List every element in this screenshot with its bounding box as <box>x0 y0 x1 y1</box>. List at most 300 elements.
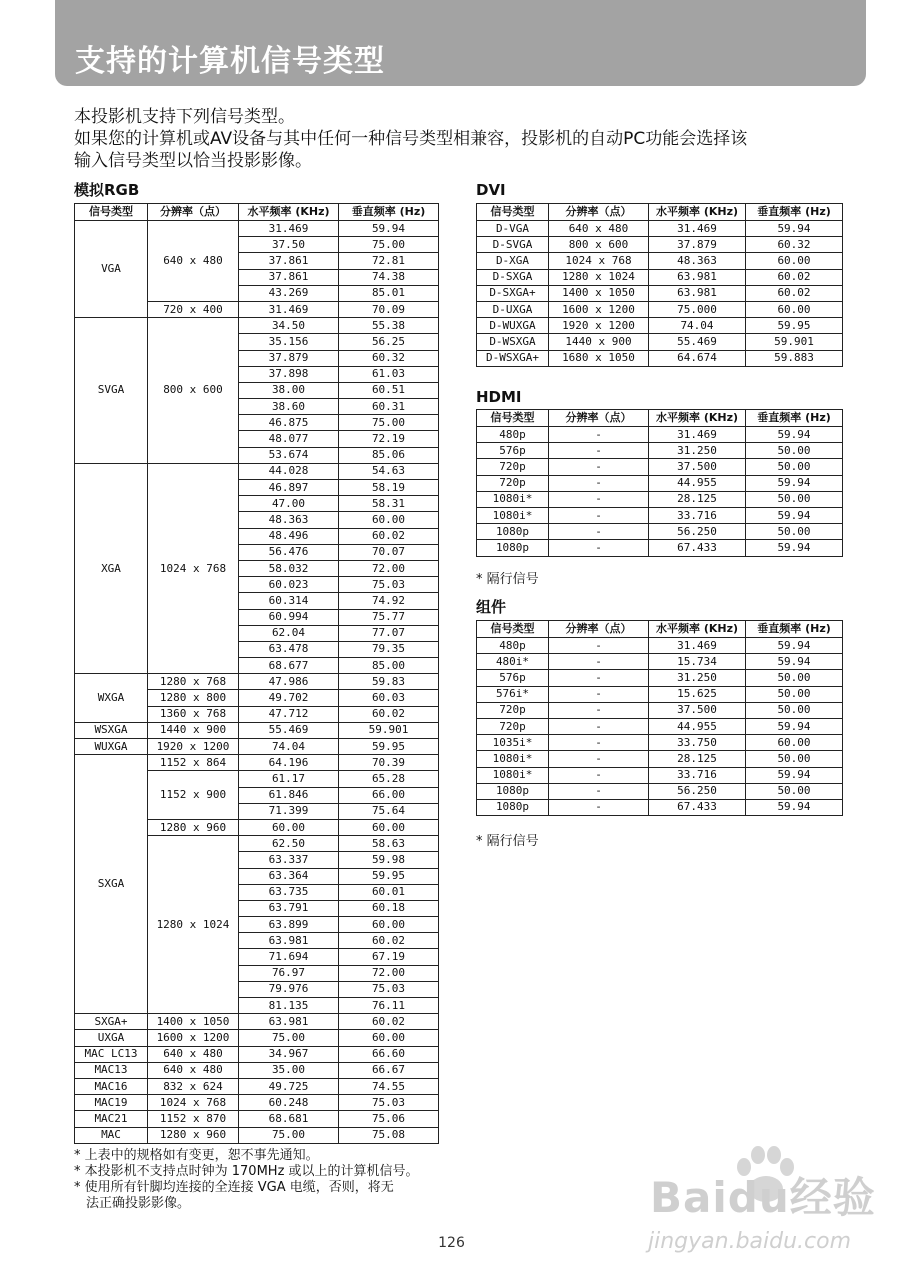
signal-type-cell: 1080p <box>477 799 549 815</box>
table-header-row <box>75 204 439 221</box>
signal-type-cell: MAC LC13 <box>75 1046 148 1062</box>
h-freq-cell: 63.791 <box>239 900 339 916</box>
resolution-cell: 800 x 600 <box>549 237 649 253</box>
h-freq-cell: 64.674 <box>649 350 746 366</box>
v-freq-cell: 60.02 <box>339 528 439 544</box>
v-freq-cell: 60.18 <box>339 900 439 916</box>
v-freq-cell: 60.02 <box>339 933 439 949</box>
h-freq-cell: 31.469 <box>239 301 339 317</box>
page-number: 126 <box>438 1235 465 1251</box>
v-freq-cell: 59.901 <box>746 334 843 350</box>
watermark-url: jingyan.baidu.com <box>648 1229 852 1254</box>
table-row <box>477 350 843 366</box>
h-freq-cell: 71.399 <box>239 803 339 819</box>
h-freq-cell: 37.861 <box>239 269 339 285</box>
v-freq-cell: 50.00 <box>746 686 843 702</box>
note-line: * 本投影机不支持点时钟为 170MHz 或以上的计算机信号。 <box>74 1164 419 1179</box>
h-freq-cell: 60.00 <box>239 819 339 835</box>
resolution-cell: - <box>549 427 649 443</box>
note-line: * 使用所有针脚均连接的全连接 VGA 电缆，否则，将无 <box>74 1180 394 1195</box>
v-freq-cell: 59.94 <box>746 540 843 556</box>
v-freq-cell: 59.83 <box>339 674 439 690</box>
h-freq-cell: 47.986 <box>239 674 339 690</box>
resolution-cell: 832 x 624 <box>148 1078 239 1094</box>
h-freq-cell: 35.00 <box>239 1062 339 1078</box>
signal-type-cell: UXGA <box>75 1030 148 1046</box>
resolution-cell: - <box>549 702 649 718</box>
resolution-cell: 1280 x 800 <box>148 690 239 706</box>
h-freq-cell: 31.469 <box>649 221 746 237</box>
resolution-cell: 1440 x 900 <box>148 722 239 738</box>
h-freq-cell: 47.00 <box>239 496 339 512</box>
table-header-row <box>477 621 843 638</box>
h-freq-cell: 53.674 <box>239 447 339 463</box>
h-freq-cell: 37.898 <box>239 366 339 382</box>
v-freq-cell: 60.02 <box>746 285 843 301</box>
analog-notes <box>74 1148 454 1212</box>
header-h-freq: 水平频率 (KHz) <box>649 204 746 221</box>
v-freq-cell: 72.00 <box>339 560 439 576</box>
resolution-cell: - <box>549 459 649 475</box>
table-row <box>477 799 843 815</box>
h-freq-cell: 62.50 <box>239 836 339 852</box>
h-freq-cell: 37.50 <box>239 237 339 253</box>
v-freq-cell: 72.00 <box>339 965 439 981</box>
table-row <box>75 1014 439 1030</box>
table-row <box>477 702 843 718</box>
h-freq-cell: 55.469 <box>239 722 339 738</box>
v-freq-cell: 66.00 <box>339 787 439 803</box>
signal-type-cell: 1080i* <box>477 767 549 783</box>
v-freq-cell: 50.00 <box>746 670 843 686</box>
h-freq-cell: 46.875 <box>239 415 339 431</box>
v-freq-cell: 58.63 <box>339 836 439 852</box>
h-freq-cell: 60.248 <box>239 1095 339 1111</box>
table-row <box>477 491 843 507</box>
table-row <box>75 1078 439 1094</box>
v-freq-cell: 59.95 <box>339 868 439 884</box>
h-freq-cell: 67.433 <box>649 799 746 815</box>
v-freq-cell: 60.31 <box>339 399 439 415</box>
v-freq-cell: 75.77 <box>339 609 439 625</box>
h-freq-cell: 44.955 <box>649 475 746 491</box>
v-freq-cell: 74.92 <box>339 593 439 609</box>
h-freq-cell: 44.028 <box>239 463 339 479</box>
v-freq-cell: 60.51 <box>339 382 439 398</box>
v-freq-cell: 85.00 <box>339 658 439 674</box>
signal-type-cell: WUXGA <box>75 739 148 755</box>
resolution-cell: - <box>549 670 649 686</box>
table-row <box>75 463 439 479</box>
h-freq-cell: 75.000 <box>649 301 746 317</box>
title-bar <box>55 0 866 86</box>
h-freq-cell: 63.478 <box>239 641 339 657</box>
signal-type-cell: 720p <box>477 718 549 734</box>
signal-type-cell: XGA <box>75 463 148 673</box>
header-resolution: 分辨率（点） <box>549 204 649 221</box>
table-row <box>477 285 843 301</box>
h-freq-cell: 33.750 <box>649 735 746 751</box>
resolution-cell: - <box>549 783 649 799</box>
table-row <box>477 318 843 334</box>
v-freq-cell: 60.00 <box>339 512 439 528</box>
resolution-cell: 1920 x 1200 <box>148 739 239 755</box>
baidu-watermark <box>630 1145 890 1270</box>
resolution-cell: - <box>549 524 649 540</box>
signal-type-cell: D-SXGA <box>477 269 549 285</box>
header-v-freq: 垂直频率 (Hz) <box>339 204 439 221</box>
signal-type-cell: 1080p <box>477 524 549 540</box>
v-freq-cell: 75.00 <box>339 237 439 253</box>
signal-type-cell: D-UXGA <box>477 301 549 317</box>
resolution-cell: - <box>549 751 649 767</box>
signal-type-cell: 720p <box>477 459 549 475</box>
resolution-cell: 1360 x 768 <box>148 706 239 722</box>
header-v-freq: 垂直频率 (Hz) <box>746 204 843 221</box>
h-freq-cell: 60.023 <box>239 577 339 593</box>
signal-type-cell: 480p <box>477 427 549 443</box>
table-row <box>477 237 843 253</box>
v-freq-cell: 75.03 <box>339 981 439 997</box>
v-freq-cell: 59.94 <box>746 799 843 815</box>
v-freq-cell: 85.01 <box>339 285 439 301</box>
h-freq-cell: 71.694 <box>239 949 339 965</box>
v-freq-cell: 75.00 <box>339 415 439 431</box>
resolution-cell: 1152 x 870 <box>148 1111 239 1127</box>
v-freq-cell: 60.02 <box>339 1014 439 1030</box>
h-freq-cell: 47.712 <box>239 706 339 722</box>
table-row <box>477 459 843 475</box>
v-freq-cell: 75.03 <box>339 1095 439 1111</box>
h-freq-cell: 48.077 <box>239 431 339 447</box>
intro-line: 如果您的计算机或AV设备与其中任何一种信号类型相兼容，投影机的自动PC功能会选择该 <box>74 129 748 149</box>
v-freq-cell: 75.03 <box>339 577 439 593</box>
h-freq-cell: 33.716 <box>649 767 746 783</box>
hdmi-title: HDMI <box>476 388 522 406</box>
resolution-cell: 640 x 480 <box>148 1046 239 1062</box>
h-freq-cell: 34.50 <box>239 318 339 334</box>
resolution-cell: 1024 x 768 <box>148 463 239 673</box>
v-freq-cell: 75.06 <box>339 1111 439 1127</box>
h-freq-cell: 74.04 <box>649 318 746 334</box>
dvi-title: DVI <box>476 181 506 199</box>
v-freq-cell: 66.60 <box>339 1046 439 1062</box>
resolution-cell: 1280 x 1024 <box>148 836 239 1014</box>
resolution-cell: 1024 x 768 <box>148 1095 239 1111</box>
h-freq-cell: 63.981 <box>649 285 746 301</box>
table-row <box>477 540 843 556</box>
v-freq-cell: 59.94 <box>746 654 843 670</box>
resolution-cell: - <box>549 443 649 459</box>
h-freq-cell: 28.125 <box>649 491 746 507</box>
table-row <box>75 1127 439 1143</box>
h-freq-cell: 34.967 <box>239 1046 339 1062</box>
h-freq-cell: 75.00 <box>239 1030 339 1046</box>
v-freq-cell: 60.02 <box>339 706 439 722</box>
v-freq-cell: 59.94 <box>746 767 843 783</box>
resolution-cell: 1280 x 768 <box>148 674 239 690</box>
component-note: * 隔行信号 <box>476 834 539 849</box>
signal-type-cell: 720p <box>477 702 549 718</box>
h-freq-cell: 61.17 <box>239 771 339 787</box>
v-freq-cell: 59.94 <box>746 475 843 491</box>
v-freq-cell: 60.00 <box>339 1030 439 1046</box>
table-row <box>75 1062 439 1078</box>
signal-type-cell: 720p <box>477 475 549 491</box>
signal-type-cell: 1080p <box>477 783 549 799</box>
signal-type-cell: 576p <box>477 443 549 459</box>
signal-type-cell: MAC16 <box>75 1078 148 1094</box>
h-freq-cell: 31.469 <box>649 427 746 443</box>
table-header-row <box>477 204 843 221</box>
resolution-cell: - <box>549 638 649 654</box>
v-freq-cell: 60.01 <box>339 884 439 900</box>
v-freq-cell: 60.02 <box>746 269 843 285</box>
h-freq-cell: 67.433 <box>649 540 746 556</box>
header-h-freq: 水平频率 (KHz) <box>649 621 746 638</box>
v-freq-cell: 60.32 <box>746 237 843 253</box>
h-freq-cell: 63.981 <box>239 933 339 949</box>
header-signal-type: 信号类型 <box>477 410 549 427</box>
signal-type-cell: D-WSXGA+ <box>477 350 549 366</box>
v-freq-cell: 60.00 <box>339 819 439 835</box>
h-freq-cell: 38.60 <box>239 399 339 415</box>
table-row <box>75 1030 439 1046</box>
h-freq-cell: 49.702 <box>239 690 339 706</box>
h-freq-cell: 62.04 <box>239 625 339 641</box>
v-freq-cell: 72.81 <box>339 253 439 269</box>
table-row <box>477 253 843 269</box>
hdmi-table <box>476 409 843 557</box>
v-freq-cell: 59.94 <box>746 718 843 734</box>
resolution-cell: 1280 x 960 <box>148 819 239 835</box>
v-freq-cell: 59.94 <box>746 507 843 523</box>
table-row <box>75 1046 439 1062</box>
v-freq-cell: 59.94 <box>339 221 439 237</box>
header-v-freq: 垂直频率 (Hz) <box>746 410 843 427</box>
v-freq-cell: 60.32 <box>339 350 439 366</box>
v-freq-cell: 59.95 <box>339 739 439 755</box>
v-freq-cell: 59.883 <box>746 350 843 366</box>
signal-type-cell: WSXGA <box>75 722 148 738</box>
v-freq-cell: 50.00 <box>746 702 843 718</box>
resolution-cell: - <box>549 735 649 751</box>
table-row <box>477 269 843 285</box>
signal-type-cell: MAC13 <box>75 1062 148 1078</box>
h-freq-cell: 48.363 <box>649 253 746 269</box>
h-freq-cell: 37.879 <box>239 350 339 366</box>
analog-rgb-title: 模拟RGB <box>74 181 140 199</box>
v-freq-cell: 70.09 <box>339 301 439 317</box>
table-row <box>477 670 843 686</box>
resolution-cell: 1400 x 1050 <box>148 1014 239 1030</box>
signal-type-cell: 1080p <box>477 540 549 556</box>
v-freq-cell: 60.00 <box>746 253 843 269</box>
h-freq-cell: 64.196 <box>239 755 339 771</box>
v-freq-cell: 70.39 <box>339 755 439 771</box>
table-row <box>477 735 843 751</box>
table-row <box>477 334 843 350</box>
h-freq-cell: 75.00 <box>239 1127 339 1143</box>
v-freq-cell: 76.11 <box>339 998 439 1014</box>
h-freq-cell: 56.250 <box>649 783 746 799</box>
table-row <box>75 674 439 690</box>
resolution-cell: 1680 x 1050 <box>549 350 649 366</box>
resolution-cell: - <box>549 491 649 507</box>
h-freq-cell: 37.500 <box>649 459 746 475</box>
h-freq-cell: 37.500 <box>649 702 746 718</box>
h-freq-cell: 68.681 <box>239 1111 339 1127</box>
v-freq-cell: 50.00 <box>746 751 843 767</box>
h-freq-cell: 31.250 <box>649 443 746 459</box>
h-freq-cell: 63.364 <box>239 868 339 884</box>
v-freq-cell: 50.00 <box>746 443 843 459</box>
signal-type-cell: D-SXGA+ <box>477 285 549 301</box>
table-row <box>75 722 439 738</box>
h-freq-cell: 15.734 <box>649 654 746 670</box>
v-freq-cell: 55.38 <box>339 318 439 334</box>
h-freq-cell: 61.846 <box>239 787 339 803</box>
v-freq-cell: 59.94 <box>746 221 843 237</box>
v-freq-cell: 59.98 <box>339 852 439 868</box>
table-row <box>477 718 843 734</box>
signal-type-cell: 480p <box>477 638 549 654</box>
header-signal-type: 信号类型 <box>75 204 148 221</box>
h-freq-cell: 81.135 <box>239 998 339 1014</box>
signal-type-cell: 1080i* <box>477 751 549 767</box>
signal-type-cell: MAC <box>75 1127 148 1143</box>
header-v-freq: 垂直频率 (Hz) <box>746 621 843 638</box>
resolution-cell: - <box>549 799 649 815</box>
resolution-cell: 1440 x 900 <box>549 334 649 350</box>
header-h-freq: 水平频率 (KHz) <box>649 410 746 427</box>
table-row <box>477 638 843 654</box>
v-freq-cell: 75.08 <box>339 1127 439 1143</box>
v-freq-cell: 67.19 <box>339 949 439 965</box>
v-freq-cell: 54.63 <box>339 463 439 479</box>
signal-type-cell: MAC21 <box>75 1111 148 1127</box>
h-freq-cell: 35.156 <box>239 334 339 350</box>
resolution-cell: - <box>549 767 649 783</box>
h-freq-cell: 63.337 <box>239 852 339 868</box>
signal-type-cell: 1080i* <box>477 491 549 507</box>
h-freq-cell: 48.496 <box>239 528 339 544</box>
h-freq-cell: 48.363 <box>239 512 339 528</box>
h-freq-cell: 63.981 <box>649 269 746 285</box>
signal-type-cell: 1035i* <box>477 735 549 751</box>
v-freq-cell: 74.55 <box>339 1078 439 1094</box>
h-freq-cell: 74.04 <box>239 739 339 755</box>
table-row <box>477 654 843 670</box>
table-row <box>477 686 843 702</box>
analog-rgb-table <box>74 203 439 1144</box>
signal-type-cell: 480i* <box>477 654 549 670</box>
h-freq-cell: 79.976 <box>239 981 339 997</box>
v-freq-cell: 58.31 <box>339 496 439 512</box>
component-table <box>476 620 843 816</box>
v-freq-cell: 60.00 <box>339 917 439 933</box>
table-row <box>477 751 843 767</box>
h-freq-cell: 37.861 <box>239 253 339 269</box>
h-freq-cell: 63.899 <box>239 917 339 933</box>
table-row <box>477 301 843 317</box>
intro-text <box>74 106 854 172</box>
table-row <box>477 427 843 443</box>
header-signal-type: 信号类型 <box>477 621 549 638</box>
signal-type-cell: SXGA <box>75 755 148 1014</box>
v-freq-cell: 50.00 <box>746 491 843 507</box>
v-freq-cell: 79.35 <box>339 641 439 657</box>
v-freq-cell: 60.00 <box>746 735 843 751</box>
v-freq-cell: 56.25 <box>339 334 439 350</box>
v-freq-cell: 60.03 <box>339 690 439 706</box>
v-freq-cell: 50.00 <box>746 783 843 799</box>
h-freq-cell: 44.955 <box>649 718 746 734</box>
resolution-cell: 640 x 480 <box>148 1062 239 1078</box>
resolution-cell: - <box>549 475 649 491</box>
table-row <box>75 739 439 755</box>
signal-type-cell: D-WUXGA <box>477 318 549 334</box>
page-title: 支持的计算机信号类型 <box>75 44 385 79</box>
signal-type-cell: 576p <box>477 670 549 686</box>
v-freq-cell: 50.00 <box>746 524 843 540</box>
table-row <box>477 524 843 540</box>
signal-type-cell: D-SVGA <box>477 237 549 253</box>
resolution-cell: 640 x 480 <box>148 221 239 302</box>
table-row <box>477 783 843 799</box>
signal-type-cell: D-XGA <box>477 253 549 269</box>
signal-type-cell: VGA <box>75 221 148 318</box>
v-freq-cell: 59.94 <box>746 638 843 654</box>
h-freq-cell: 63.981 <box>239 1014 339 1030</box>
h-freq-cell: 15.625 <box>649 686 746 702</box>
h-freq-cell: 49.725 <box>239 1078 339 1094</box>
signal-type-cell: SXGA+ <box>75 1014 148 1030</box>
resolution-cell: 1024 x 768 <box>549 253 649 269</box>
v-freq-cell: 60.00 <box>746 301 843 317</box>
resolution-cell: 800 x 600 <box>148 318 239 464</box>
resolution-cell: 640 x 480 <box>549 221 649 237</box>
v-freq-cell: 59.95 <box>746 318 843 334</box>
note-line: 法正确投影影像。 <box>86 1196 191 1211</box>
v-freq-cell: 75.64 <box>339 803 439 819</box>
signal-type-cell: 576i* <box>477 686 549 702</box>
h-freq-cell: 56.476 <box>239 544 339 560</box>
table-header-row <box>477 410 843 427</box>
note-line: * 上表中的规格如有变更，恕不事先通知。 <box>74 1148 319 1163</box>
resolution-cell: 1152 x 864 <box>148 755 239 771</box>
h-freq-cell: 58.032 <box>239 560 339 576</box>
h-freq-cell: 56.250 <box>649 524 746 540</box>
resolution-cell: - <box>549 540 649 556</box>
table-row <box>75 221 439 237</box>
h-freq-cell: 76.97 <box>239 965 339 981</box>
h-freq-cell: 31.250 <box>649 670 746 686</box>
table-row <box>75 318 439 334</box>
resolution-cell: 720 x 400 <box>148 301 239 317</box>
table-row <box>477 507 843 523</box>
v-freq-cell: 77.07 <box>339 625 439 641</box>
h-freq-cell: 43.269 <box>239 285 339 301</box>
h-freq-cell: 68.677 <box>239 658 339 674</box>
table-row <box>477 767 843 783</box>
v-freq-cell: 59.901 <box>339 722 439 738</box>
header-resolution: 分辨率（点） <box>549 621 649 638</box>
resolution-cell: 1600 x 1200 <box>148 1030 239 1046</box>
table-row <box>75 1095 439 1111</box>
intro-line: 本投影机支持下列信号类型。 <box>74 107 295 127</box>
table-row <box>477 221 843 237</box>
